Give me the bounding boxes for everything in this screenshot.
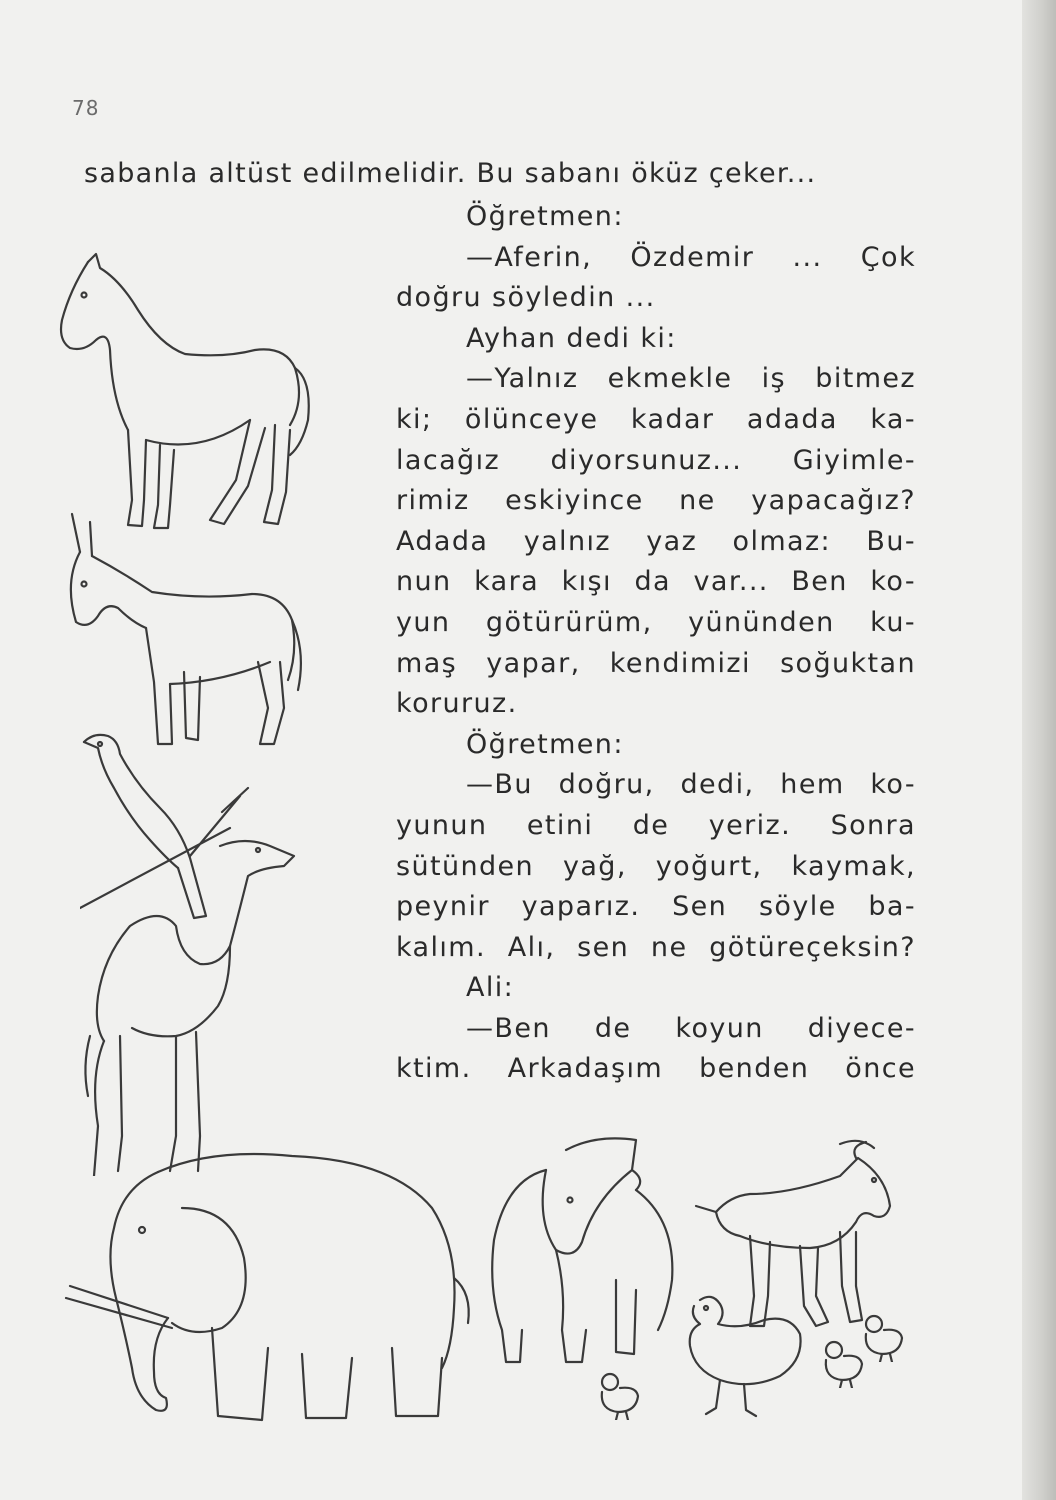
text-line: lacağız diyorsunuz... Giyimle- bbox=[396, 444, 916, 476]
text-line: yunun etini de yeriz. Sonra bbox=[396, 809, 916, 841]
horse-illustration bbox=[50, 250, 330, 540]
page-edge-shadow bbox=[1022, 0, 1056, 1500]
text-line: Ali: bbox=[466, 972, 515, 1004]
text-line: rimiz eskiyince ne yapacağız? bbox=[396, 485, 916, 517]
text-line: Adada yalnız yaz olmaz: Bu- bbox=[396, 525, 916, 557]
page-number: 78 bbox=[72, 96, 100, 120]
text-line: —Aferin, Özdemir ... Çok bbox=[466, 241, 916, 273]
text-line: Ayhan dedi ki: bbox=[466, 322, 677, 354]
text-line: yun götürürüm, yününden ku- bbox=[396, 606, 916, 638]
ox-illustration bbox=[486, 1130, 686, 1370]
text-line: kalım. Alı, sen ne götüreçeksin? bbox=[396, 931, 916, 963]
text-line: ki; ölünceye kadar adada ka- bbox=[396, 403, 916, 435]
first-text-line: sabanla altüst edilmelidir. Bu sabanı öküz çeker... bbox=[84, 158, 817, 189]
text-line: koruruz. bbox=[396, 688, 518, 720]
text-line: Öğretmen: bbox=[466, 728, 624, 760]
text-line: —Ben de koyun diyece- bbox=[466, 1012, 916, 1044]
text-line: ktim. Arkadaşım benden önce bbox=[396, 1053, 916, 1085]
text-line: Öğretmen: bbox=[466, 201, 624, 232]
text-line: doğru söyledin ... bbox=[396, 282, 656, 314]
elephant-illustration bbox=[62, 1148, 482, 1438]
text-line: maş yapar, kendimizi soğuktan bbox=[396, 647, 916, 679]
hen-illustration bbox=[660, 1290, 810, 1420]
text-line: —Bu doğru, dedi, hem ko- bbox=[466, 769, 916, 801]
text-column bbox=[396, 197, 916, 1090]
chick-illustration bbox=[596, 1370, 646, 1420]
text-line: —Yalnız ekmekle iş bitmez bbox=[466, 363, 916, 395]
text-line: peynir yaparız. Sen söyle ba- bbox=[396, 891, 916, 923]
camel-illustration bbox=[80, 836, 310, 1176]
text-line: nun kara kışı da var... Ben ko- bbox=[396, 566, 916, 598]
chick-illustration bbox=[860, 1312, 910, 1362]
donkey-illustration bbox=[62, 512, 312, 757]
text-line: sütünden yağ, yoğurt, kaymak, bbox=[396, 850, 916, 882]
